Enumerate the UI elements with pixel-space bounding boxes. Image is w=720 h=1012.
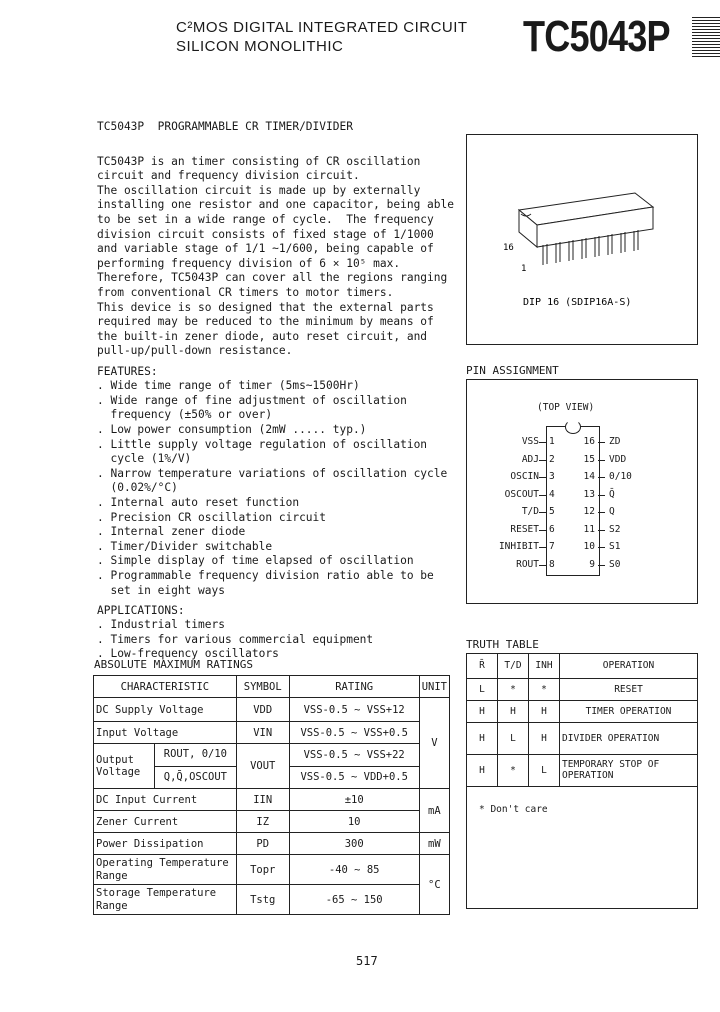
pin-name-right: Q	[609, 506, 615, 517]
pin-number-left: 5	[549, 506, 555, 517]
features: FEATURES: . Wide time range of timer (5ms~1500Hr) . Wide range of fine adjustment of oscillation frequency (±50% or over) . Low power consumption (2mW ..... typ.) . Little supply voltage regulation of oscillation cycle (1%/V) . Narrow temperature variations of oscillation cycle (0.02%/°C) . Internal auto reset function . Precision CR oscillation circuit . Internal zener diode . Timer/Divider switchable . Simple display of time elapsed of oscillation . Programmable frequency division ratio able to be set in eight ways	[97, 364, 448, 597]
pin-name-left: INHIBIT	[498, 541, 539, 552]
pin-number-right: 10	[583, 541, 595, 552]
pin-lead	[598, 512, 605, 513]
amr-rating: VSS-0.5 ~ VSS+12	[289, 698, 419, 722]
amr-rating: -40 ~ 85	[289, 855, 419, 885]
tt-cell: H	[467, 722, 498, 754]
tt-cell: H	[529, 722, 560, 754]
dip16-package-icon	[467, 135, 697, 344]
pin-assignment-box	[466, 379, 698, 604]
pin-lead	[539, 530, 546, 531]
amr-unit: mA	[419, 789, 449, 833]
header-line2: SILICON MONOLITHIC	[176, 38, 344, 55]
amr-sym: IZ	[236, 811, 289, 833]
pin-lead	[598, 565, 605, 566]
tt-cell: L	[529, 754, 560, 786]
amr-rating: VSS-0.5 ~ VSS+22	[289, 744, 419, 767]
pin-lead	[539, 547, 546, 548]
amr-table	[93, 675, 450, 915]
amr-sym: VDD	[236, 698, 289, 722]
part-number: TC5043P	[523, 12, 670, 61]
pin-name-right: VDD	[609, 453, 627, 465]
amr-header: RATING	[289, 676, 419, 698]
amr-char: Input Voltage	[94, 722, 237, 744]
amr-char: Power Dissipation	[94, 833, 237, 855]
amr-char: Zener Current	[94, 811, 237, 833]
amr-rating: 10	[289, 811, 419, 833]
pin-name-right: S1	[609, 541, 621, 552]
pin-name-left: ADJ	[521, 453, 539, 465]
ic-body	[546, 426, 600, 576]
truth-table	[467, 654, 697, 787]
pin-lead	[539, 495, 546, 496]
amr-sym: IIN	[236, 789, 289, 811]
pin-name-left: OSCOUT	[504, 488, 539, 500]
amr-sym: VOUT	[236, 744, 289, 789]
tt-cell: L	[467, 678, 498, 700]
pin-number-right: 13	[583, 488, 595, 500]
pin-lead	[598, 530, 605, 531]
pin-number-left: 7	[549, 541, 555, 552]
amr-header: UNIT	[419, 676, 449, 698]
amr-sym: Tstg	[236, 885, 289, 915]
pin-name-right: 0/10	[609, 471, 632, 482]
amr-rating: VSS-0.5 ~ VSS+0.5	[289, 722, 419, 744]
amr-rating: 300	[289, 833, 419, 855]
pin-name-right: S0	[609, 558, 621, 570]
pin16-label: 16	[503, 243, 514, 253]
pin-name-left: ROUT	[516, 558, 539, 570]
tt-header-operation: OPERATION	[560, 654, 698, 678]
truth-table-heading: TRUTH TABLE	[466, 638, 539, 651]
pin-number-right: 15	[583, 453, 595, 465]
hatch-mark	[692, 17, 720, 57]
pin-lead	[539, 442, 546, 443]
pin-lead	[598, 460, 605, 461]
tt-note: * Don't care	[479, 804, 548, 815]
amr-char: Output Voltage	[94, 744, 155, 788]
page-title: TC5043P PROGRAMMABLE CR TIMER/DIVIDER	[97, 120, 353, 133]
amr-sym: Topr	[236, 855, 289, 885]
amr-heading: ABSOLUTE MAXIMUM RATINGS	[94, 658, 253, 671]
pin-lead	[539, 565, 546, 566]
tt-cell: H	[467, 754, 498, 786]
pin-number-left: 8	[549, 558, 555, 570]
pin-lead	[539, 460, 546, 461]
amr-unit: mW	[419, 833, 449, 855]
applications: APPLICATIONS: . Industrial timers . Timers for various commercial equipment . Low-frequency oscillators	[97, 603, 374, 661]
tt-header-r: R̄	[467, 654, 498, 678]
pin-name-right: S2	[609, 523, 621, 535]
package-caption: DIP 16 (SDIP16A-S)	[523, 297, 632, 308]
amr-unit: °C	[419, 855, 449, 915]
tt-cell: *	[529, 678, 560, 700]
pin1-label: 1	[521, 264, 527, 274]
pin-lead	[539, 512, 546, 513]
tt-cell: L	[498, 722, 529, 754]
pin-number-right: 12	[583, 506, 595, 517]
amr-char: Storage Temperature Range	[94, 885, 237, 915]
tt-cell: RESET	[560, 678, 698, 700]
pin1-notch-icon	[565, 420, 581, 434]
description: TC5043P is an timer consisting of CR oscillation circuit and frequency division circuit. The oscillation circuit is made up by externally installing one resistor and one capacitor, being able to be set in a wide range of cycle. The frequency division circuit consists of fixed stage of 1/1000 and variable stage of 1/1 ~1/600, being capable of performing frequency division of 6 × 10⁵ max. Therefore, TC5043P can cover all the regions ranging from conventional CR timers to motor timers. This device is so designed that the external parts required may be reduced to the minimum by means of the built-in zener diode, auto reset circuit, and pull-up/pull-down resistance.	[97, 154, 454, 358]
pin-name-left: T/D	[521, 506, 539, 517]
pin-number-left: 3	[549, 471, 555, 482]
pin-lead	[598, 442, 605, 443]
pin-number-left: 6	[549, 523, 555, 535]
amr-char: DC Supply Voltage	[94, 698, 237, 722]
package-box	[466, 134, 698, 345]
pin-lead	[539, 477, 546, 478]
pin-assignment-heading: PIN ASSIGNMENT	[466, 364, 559, 377]
pin-number-left: 4	[549, 488, 555, 500]
truth-table-box	[466, 653, 698, 909]
tt-cell: H	[498, 700, 529, 722]
pin-number-right: 9	[589, 558, 595, 570]
amr-sym: PD	[236, 833, 289, 855]
pin-lead	[598, 495, 605, 496]
amr-sym: VIN	[236, 722, 289, 744]
amr-rating: VSS-0.5 ~ VDD+0.5	[289, 766, 419, 789]
amr-char: DC Input Current	[94, 789, 237, 811]
tt-cell: TEMPORARY STOP OF OPERATION	[560, 754, 698, 786]
pin-lead	[598, 547, 605, 548]
top-view-label: (TOP VIEW)	[537, 402, 595, 413]
tt-cell: DIVIDER OPERATION	[560, 722, 698, 754]
tt-header-td: T/D	[498, 654, 529, 678]
pin-number-right: 16	[583, 436, 595, 447]
pin-name-right: ZD	[609, 436, 621, 447]
amr-unit: V	[419, 698, 449, 789]
amr-sub: ROUT, 0/10	[155, 744, 236, 767]
amr-rating: ±10	[289, 789, 419, 811]
pin-name-left: VSS	[521, 436, 539, 447]
amr-sub: Q,Q̄,OSCOUT	[163, 770, 227, 783]
pin-lead	[598, 477, 605, 478]
pin-number-left: 2	[549, 453, 555, 465]
amr-header: SYMBOL	[236, 676, 289, 698]
pin-name-right: Q̄	[609, 488, 615, 500]
tt-cell: H	[529, 700, 560, 722]
pin-name-left: RESET	[510, 523, 539, 535]
pin-number-left: 1	[549, 436, 555, 447]
amr-output-cell	[94, 744, 237, 789]
page-number: 517	[356, 954, 378, 968]
amr-char: Operating Temperature Range	[94, 855, 237, 885]
tt-cell: TIMER OPERATION	[560, 700, 698, 722]
tt-header-inh: INH	[529, 654, 560, 678]
pin-number-right: 11	[583, 523, 595, 535]
tt-cell: *	[498, 678, 529, 700]
tt-cell: H	[467, 700, 498, 722]
amr-header: CHARACTERISTIC	[94, 676, 237, 698]
header-line1: C²MOS DIGITAL INTEGRATED CIRCUIT	[176, 19, 468, 36]
pin-name-left: OSCIN	[510, 471, 539, 482]
amr-rating: -65 ~ 150	[289, 885, 419, 915]
tt-cell: *	[498, 754, 529, 786]
pin-number-right: 14	[583, 471, 595, 482]
